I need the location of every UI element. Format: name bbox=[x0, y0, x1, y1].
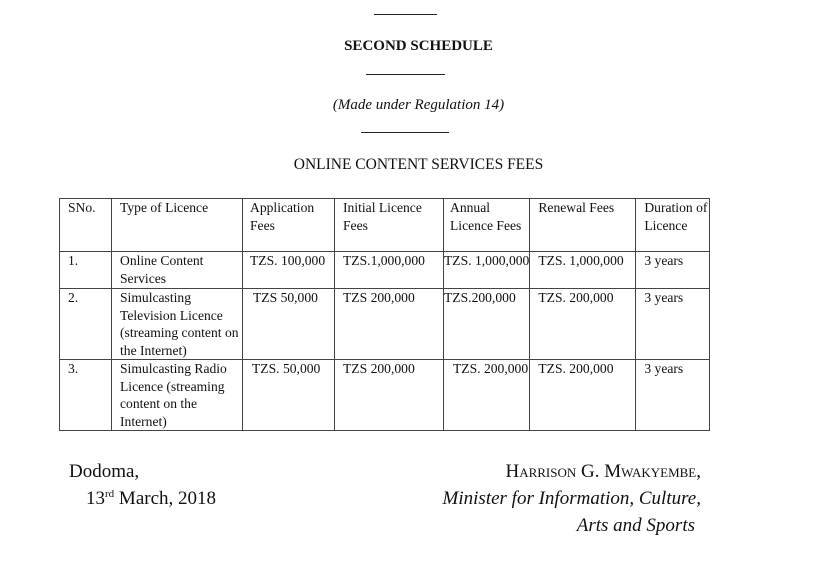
cell-annual bbox=[444, 360, 530, 431]
initial-value: TZS.1,000,000 bbox=[343, 253, 425, 268]
cell-initial bbox=[335, 360, 444, 431]
annual-value: TZS.200,000 bbox=[444, 290, 516, 305]
application-value: TZS. 100,000 bbox=[250, 253, 326, 268]
cell-annual bbox=[444, 252, 530, 289]
cell-duration: 3 years bbox=[636, 360, 710, 431]
signature-block bbox=[443, 458, 701, 539]
table-row bbox=[60, 289, 710, 360]
application-value: TZS. 50,000 bbox=[252, 361, 321, 376]
renewal-value: TZS. 200,000 bbox=[538, 361, 614, 376]
cell-sno: 1. bbox=[60, 252, 112, 289]
table-row bbox=[60, 360, 710, 431]
header-type: Type of Licence bbox=[112, 199, 243, 252]
cell-initial bbox=[335, 252, 444, 289]
place: Dodoma, bbox=[69, 461, 140, 482]
cell-sno: 2. bbox=[60, 289, 112, 360]
signatory-title-line1: Minister for Information, Culture, bbox=[442, 488, 701, 509]
schedule-title: SECOND SCHEDULE bbox=[344, 38, 493, 54]
header-sno: SNo. bbox=[60, 199, 112, 252]
renewal-value: TZS. 1,000,000 bbox=[538, 253, 624, 268]
date-suffix: rd bbox=[105, 488, 115, 500]
date-day: 13 bbox=[86, 488, 105, 509]
header-duration: Duration of Licence bbox=[636, 199, 710, 252]
fees-table bbox=[59, 198, 710, 431]
header-renewal: Renewal Fees bbox=[530, 199, 636, 252]
cell-type: Simulcasting Television Licence (streaming content on the Internet) bbox=[112, 289, 243, 360]
cell-initial bbox=[335, 289, 444, 360]
top-divider bbox=[374, 14, 437, 15]
table-heading: ONLINE CONTENT SERVICES FEES bbox=[293, 156, 544, 173]
cell-application bbox=[243, 289, 335, 360]
cell-duration: 3 years bbox=[636, 289, 710, 360]
schedule-subtitle: (Made under Regulation 14) bbox=[332, 97, 505, 113]
cell-application bbox=[243, 360, 335, 431]
signatory-title-line2: Arts and Sports bbox=[576, 515, 695, 536]
cell-type: Online Content Services bbox=[112, 252, 243, 289]
cell-renewal bbox=[530, 360, 636, 431]
initial-value: TZS 200,000 bbox=[343, 290, 415, 305]
cell-sno: 3. bbox=[60, 360, 112, 431]
annual-value: TZS. 1,000,000 bbox=[444, 253, 530, 268]
application-value: TZS 50,000 bbox=[253, 290, 318, 305]
initial-value: TZS 200,000 bbox=[343, 361, 415, 376]
header-application: Application Fees bbox=[243, 199, 335, 252]
subtitle-divider bbox=[361, 132, 449, 133]
renewal-value: TZS. 200,000 bbox=[538, 290, 614, 305]
cell-renewal bbox=[530, 252, 636, 289]
place-and-date bbox=[69, 458, 216, 512]
cell-type: Simulcasting Radio Licence (streaming content on the Internet) bbox=[112, 360, 243, 431]
table-row bbox=[60, 252, 710, 289]
header-annual: Annual Licence Fees bbox=[444, 199, 530, 252]
cell-application bbox=[243, 252, 335, 289]
cell-duration: 3 years bbox=[636, 252, 710, 289]
signatory-name: Harrison G. Mwakyembe, bbox=[505, 461, 701, 482]
cell-renewal bbox=[530, 289, 636, 360]
cell-annual bbox=[444, 289, 530, 360]
annual-value: TZS. 200,000 bbox=[453, 361, 529, 376]
date-rest: March, 2018 bbox=[114, 488, 217, 509]
title-divider bbox=[366, 74, 445, 75]
header-initial: Initial Licence Fees bbox=[335, 199, 444, 252]
table-header-row bbox=[60, 199, 710, 252]
date bbox=[69, 485, 216, 512]
